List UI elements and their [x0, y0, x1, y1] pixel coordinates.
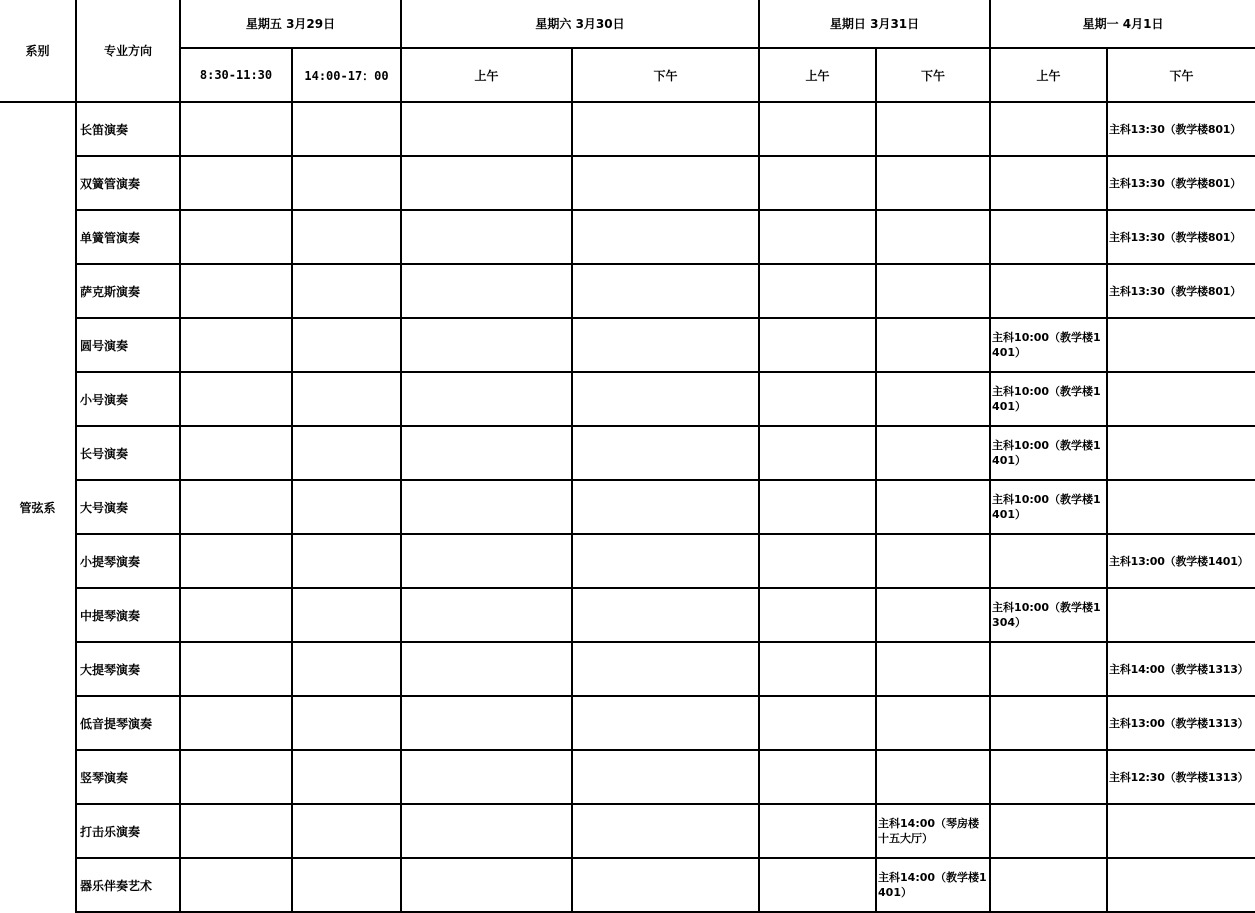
schedule-cell-fri-am: [180, 642, 292, 696]
table-row: [0, 858, 1255, 912]
schedule-cell-mon-pm: [1107, 858, 1255, 912]
schedule-cell-mon-am: 主科10:00（教学楼1304）: [990, 588, 1107, 642]
schedule-cell-sat-pm: [572, 696, 759, 750]
schedule-cell-mon-am: [990, 102, 1107, 156]
schedule-cell-sat-pm: [572, 426, 759, 480]
schedule-cell-sun-pm: [876, 372, 990, 426]
schedule-cell-mon-pm: 主科13:00（教学楼1401）: [1107, 534, 1255, 588]
schedule-cell-sat-am: [401, 156, 572, 210]
schedule-cell-fri-am: [180, 804, 292, 858]
schedule-cell-mon-am: [990, 696, 1107, 750]
major-cell: 萨克斯演奏: [76, 264, 180, 318]
schedule-cell-sun-pm: [876, 588, 990, 642]
schedule-cell-sat-am: [401, 318, 572, 372]
schedule-cell-mon-pm: [1107, 426, 1255, 480]
major-cell: 中提琴演奏: [76, 588, 180, 642]
schedule-cell-mon-am: [990, 750, 1107, 804]
schedule-cell-sun-am: [759, 264, 876, 318]
schedule-cell-sun-am: [759, 102, 876, 156]
schedule-cell-sat-pm: [572, 156, 759, 210]
schedule-cell-sat-am: [401, 534, 572, 588]
schedule-cell-mon-am: [990, 642, 1107, 696]
schedule-cell-sat-pm: [572, 102, 759, 156]
schedule-cell-sun-pm: [876, 642, 990, 696]
schedule-cell-sat-am: [401, 696, 572, 750]
table-header: [0, 0, 1255, 102]
schedule-cell-sun-am: [759, 588, 876, 642]
schedule-cell-fri-pm: [292, 804, 401, 858]
day-header-sat: 星期六 3月30日: [401, 0, 759, 48]
schedule-cell-mon-pm: 主科14:00（教学楼1313）: [1107, 642, 1255, 696]
schedule-cell-sat-pm: [572, 750, 759, 804]
schedule-cell-sat-pm: [572, 642, 759, 696]
schedule-cell-sat-am: [401, 102, 572, 156]
slot-header-sun-pm: 下午: [876, 48, 990, 102]
schedule-cell-sat-pm: [572, 210, 759, 264]
major-cell: 打击乐演奏: [76, 804, 180, 858]
slot-header-mon-pm: 下午: [1107, 48, 1255, 102]
table-row: [0, 156, 1255, 210]
schedule-cell-fri-pm: [292, 210, 401, 264]
schedule-cell-sun-pm: [876, 264, 990, 318]
schedule-cell-mon-pm: [1107, 372, 1255, 426]
schedule-cell-sun-am: [759, 318, 876, 372]
schedule-cell-fri-am: [180, 858, 292, 912]
schedule-cell-fri-pm: [292, 102, 401, 156]
schedule-cell-mon-pm: 主科13:30（教学楼801）: [1107, 102, 1255, 156]
schedule-cell-mon-pm: 主科13:30（教学楼801）: [1107, 210, 1255, 264]
major-cell: 竖琴演奏: [76, 750, 180, 804]
table-row: [0, 210, 1255, 264]
table-row: [0, 696, 1255, 750]
table-row: [0, 480, 1255, 534]
major-cell: 长号演奏: [76, 426, 180, 480]
schedule-cell-fri-pm: [292, 480, 401, 534]
schedule-cell-fri-am: [180, 588, 292, 642]
schedule-cell-sat-am: [401, 426, 572, 480]
schedule-cell-mon-pm: [1107, 804, 1255, 858]
schedule-cell-fri-am: [180, 426, 292, 480]
schedule-cell-sun-pm: [876, 750, 990, 804]
table-row: [0, 804, 1255, 858]
schedule-cell-fri-am: [180, 210, 292, 264]
table-row: [0, 318, 1255, 372]
schedule-cell-sun-pm: [876, 318, 990, 372]
schedule-cell-mon-pm: [1107, 318, 1255, 372]
major-cell: 小号演奏: [76, 372, 180, 426]
schedule-cell-sun-am: [759, 804, 876, 858]
major-cell: 大提琴演奏: [76, 642, 180, 696]
schedule-cell-mon-am: [990, 804, 1107, 858]
schedule-cell-sat-am: [401, 210, 572, 264]
schedule-cell-fri-pm: [292, 696, 401, 750]
table-body: [0, 102, 1255, 912]
schedule-cell-sat-am: [401, 642, 572, 696]
schedule-cell-mon-am: 主科10:00（教学楼1401）: [990, 426, 1107, 480]
slot-header-mon-am: 上午: [990, 48, 1107, 102]
schedule-cell-fri-am: [180, 264, 292, 318]
table-row: [0, 642, 1255, 696]
schedule-cell-mon-am: [990, 858, 1107, 912]
schedule-cell-sun-pm: [876, 210, 990, 264]
slot-header-fri-am: 8:30-11:30: [180, 48, 292, 102]
slot-header-sat-pm: 下午: [572, 48, 759, 102]
schedule-cell-sun-pm: [876, 156, 990, 210]
schedule-cell-mon-pm: [1107, 480, 1255, 534]
schedule-cell-mon-pm: 主科13:00（教学楼1313）: [1107, 696, 1255, 750]
schedule-cell-sun-pm: [876, 426, 990, 480]
major-cell: 圆号演奏: [76, 318, 180, 372]
schedule-cell-sun-am: [759, 480, 876, 534]
major-cell: 低音提琴演奏: [76, 696, 180, 750]
schedule-cell-fri-pm: [292, 156, 401, 210]
schedule-cell-sun-am: [759, 858, 876, 912]
dept-header: 系别: [0, 0, 76, 102]
schedule-cell-sat-am: [401, 264, 572, 318]
slot-header-sat-am: 上午: [401, 48, 572, 102]
schedule-cell-sat-pm: [572, 318, 759, 372]
schedule-cell-sun-am: [759, 210, 876, 264]
schedule-cell-fri-am: [180, 156, 292, 210]
schedule-cell-mon-pm: 主科12:30（教学楼1313）: [1107, 750, 1255, 804]
schedule-cell-sat-am: [401, 588, 572, 642]
day-header-sun: 星期日 3月31日: [759, 0, 990, 48]
schedule-cell-sat-am: [401, 804, 572, 858]
schedule-cell-sat-pm: [572, 372, 759, 426]
schedule-cell-sun-am: [759, 534, 876, 588]
schedule-cell-mon-am: [990, 156, 1107, 210]
schedule-cell-fri-am: [180, 534, 292, 588]
schedule-cell-mon-am: 主科10:00（教学楼1401）: [990, 480, 1107, 534]
schedule-cell-sun-am: [759, 156, 876, 210]
schedule-cell-sun-pm: [876, 534, 990, 588]
major-header: 专业方向: [76, 0, 180, 102]
major-cell: 小提琴演奏: [76, 534, 180, 588]
schedule-cell-fri-pm: [292, 426, 401, 480]
schedule-cell-mon-am: [990, 534, 1107, 588]
schedule-cell-mon-am: 主科10:00（教学楼1401）: [990, 372, 1107, 426]
schedule-cell-fri-pm: [292, 372, 401, 426]
table-row: [0, 534, 1255, 588]
schedule-cell-fri-pm: [292, 318, 401, 372]
table-row: [0, 372, 1255, 426]
table-row: [0, 750, 1255, 804]
schedule-cell-fri-am: [180, 696, 292, 750]
schedule-cell-fri-pm: [292, 588, 401, 642]
schedule-cell-sat-pm: [572, 264, 759, 318]
slot-header-sun-am: 上午: [759, 48, 876, 102]
day-header-mon: 星期一 4月1日: [990, 0, 1255, 48]
schedule-cell-sat-pm: [572, 588, 759, 642]
slot-header-fri-pm: 14:00-17：00: [292, 48, 401, 102]
schedule-cell-sat-am: [401, 858, 572, 912]
schedule-cell-mon-am: [990, 210, 1107, 264]
schedule-cell-fri-pm: [292, 642, 401, 696]
schedule-cell-mon-pm: [1107, 588, 1255, 642]
schedule-cell-sun-am: [759, 372, 876, 426]
schedule-cell-fri-am: [180, 372, 292, 426]
schedule-cell-fri-am: [180, 480, 292, 534]
schedule-cell-fri-am: [180, 750, 292, 804]
schedule-cell-fri-am: [180, 318, 292, 372]
schedule-cell-sun-am: [759, 750, 876, 804]
table-row: [0, 102, 1255, 156]
schedule-cell-fri-am: [180, 102, 292, 156]
schedule-cell-sat-pm: [572, 480, 759, 534]
major-cell: 器乐伴奏艺术: [76, 858, 180, 912]
major-cell: 长笛演奏: [76, 102, 180, 156]
schedule-cell-sun-pm: 主科14:00（琴房楼十五大厅）: [876, 804, 990, 858]
schedule-cell-sun-am: [759, 426, 876, 480]
schedule-cell-sat-am: [401, 480, 572, 534]
schedule-cell-sun-am: [759, 696, 876, 750]
table-row: [0, 264, 1255, 318]
schedule-cell-sun-pm: 主科14:00（教学楼1401）: [876, 858, 990, 912]
schedule-cell-fri-pm: [292, 750, 401, 804]
schedule-cell-fri-pm: [292, 534, 401, 588]
schedule-cell-sun-am: [759, 642, 876, 696]
schedule-cell-fri-pm: [292, 858, 401, 912]
major-cell: 大号演奏: [76, 480, 180, 534]
schedule-cell-sun-pm: [876, 696, 990, 750]
schedule-cell-sat-am: [401, 750, 572, 804]
schedule-cell-sat-pm: [572, 534, 759, 588]
schedule-cell-sun-pm: [876, 102, 990, 156]
day-header-fri: 星期五 3月29日: [180, 0, 401, 48]
schedule-cell-sat-am: [401, 372, 572, 426]
schedule-cell-mon-am: [990, 264, 1107, 318]
schedule-cell-mon-am: 主科10:00（教学楼1401）: [990, 318, 1107, 372]
major-cell: 单簧管演奏: [76, 210, 180, 264]
schedule-cell-mon-pm: 主科13:30（教学楼801）: [1107, 156, 1255, 210]
table-row: [0, 588, 1255, 642]
schedule-cell-fri-pm: [292, 264, 401, 318]
schedule-cell-sun-pm: [876, 480, 990, 534]
schedule-cell-sat-pm: [572, 858, 759, 912]
major-cell: 双簧管演奏: [76, 156, 180, 210]
table-row: [0, 426, 1255, 480]
department-cell: 管弦系: [0, 102, 76, 912]
schedule-cell-sat-pm: [572, 804, 759, 858]
schedule-cell-mon-pm: 主科13:30（教学楼801）: [1107, 264, 1255, 318]
